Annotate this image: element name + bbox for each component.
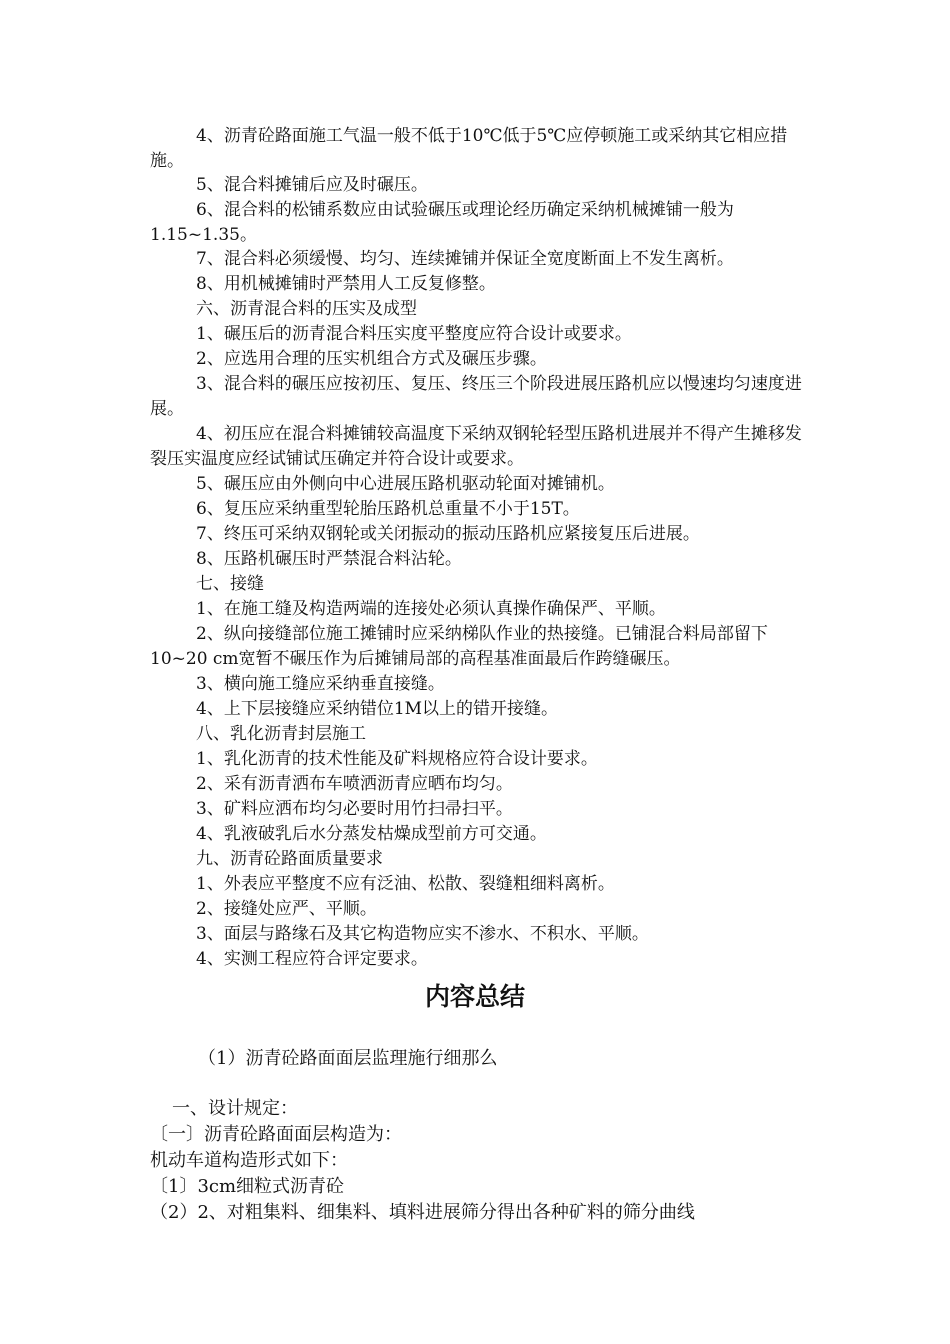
summary-line: （1）沥青砼路面面层监理施行细那么 (198, 1048, 498, 1069)
paragraph: 8、用机械摊铺时严禁用人工反复修整。 (196, 274, 496, 294)
paragraph: 4、沥青砼路面施工气温一般不低于10℃低于5℃应停顿施工或采纳其它相应措施。 (150, 126, 788, 171)
paragraph: 3、矿料应洒布均匀必要时用竹扫帚扫平。 (196, 799, 513, 819)
paragraph: 7、混合料必须缓慢、均匀、连续摊铺并保证全宽度断面上不发生离析。 (196, 249, 734, 269)
section-heading: 六、沥青混合料的压实及成型 (196, 299, 417, 319)
paragraph: 6、复压应采纳重型轮胎压路机总重量不小于15T。 (196, 499, 580, 519)
paragraph: 5、混合料摊铺后应及时碾压。 (196, 175, 428, 195)
paragraph: 4、上下层接缝应采纳错位1M以上的错开接缝。 (196, 699, 559, 719)
paragraph: 2、应选用合理的压实机组合方式及碾压步骤。 (196, 349, 547, 369)
summary-line: 〔1〕3cm细粒式沥青砼 (150, 1176, 345, 1197)
paragraph: 3、混合料的碾压应按初压、复压、终压三个阶段进展压路机应以慢速均匀速度进展。 (150, 374, 802, 419)
paragraph: 6、混合料的松铺系数应由试验碾压或理论经历确定采纳机械摊铺一般为1.15~1.35。 (150, 200, 734, 245)
summary-title: 内容总结 (424, 982, 525, 1011)
paragraph: 1、乳化沥青的技术性能及矿料规格应符合设计要求。 (196, 749, 598, 769)
paragraph: 4、实测工程应符合评定要求。 (196, 949, 428, 969)
section-heading: 八、乳化沥青封层施工 (196, 724, 366, 744)
paragraph: 1、在施工缝及构造两端的连接处必须认真操作确保严、平顺。 (196, 599, 666, 619)
paragraph: 3、面层与路缘石及其它构造物应实不渗水、不积水、平顺。 (196, 924, 649, 944)
paragraph: 8、压路机碾压时严禁混合料沾轮。 (196, 549, 462, 569)
paragraph: 2、纵向接缝部位施工摊铺时应采纳梯队作业的热接缝。已铺混合料局部留下10~20 cm宽暂不碾压作为后摊铺局部的高程基准面最后作跨缝碾压。 (150, 624, 768, 669)
paragraph: 1、碾压后的沥青混合料压实度平整度应符合设计或要求。 (196, 324, 632, 344)
section-heading: 七、接缝 (196, 574, 264, 594)
paragraph: 4、乳液破乳后水分蒸发枯燥成型前方可交通。 (196, 824, 547, 844)
summary-line: 〔一〕沥青砼路面面层构造为： (150, 1124, 402, 1145)
section-heading: 九、沥青砼路面质量要求 (196, 849, 383, 869)
paragraph: 4、初压应在混合料摊铺较高温度下采纳双钢轮轻型压路机进展并不得产生摊移发裂压实温度应经试铺试压确定并符合设计或要求。 (150, 424, 802, 469)
paragraph: 2、采有沥青洒布车喷洒沥青应晒布均匀。 (196, 774, 513, 794)
paragraph: 5、碾压应由外侧向中心进展压路机驱动轮面对摊铺机。 (196, 474, 615, 494)
paragraph: 7、终压可采纳双钢轮或关闭振动的振动压路机应紧接复压后进展。 (196, 524, 700, 544)
paragraph: 3、横向施工缝应采纳垂直接缝。 (196, 674, 445, 694)
summary-line: 机动车道构造形式如下： (150, 1150, 348, 1171)
paragraph: 1、外表应平整度不应有泛油、松散、裂缝粗细料离析。 (196, 874, 615, 894)
summary-line: 一、设计规定： (172, 1098, 298, 1119)
summary-line: （2）2、对粗集料、细集料、填料进展筛分得出各种矿料的筛分曲线 (150, 1202, 695, 1223)
paragraph: 2、接缝处应严、平顺。 (196, 899, 377, 919)
